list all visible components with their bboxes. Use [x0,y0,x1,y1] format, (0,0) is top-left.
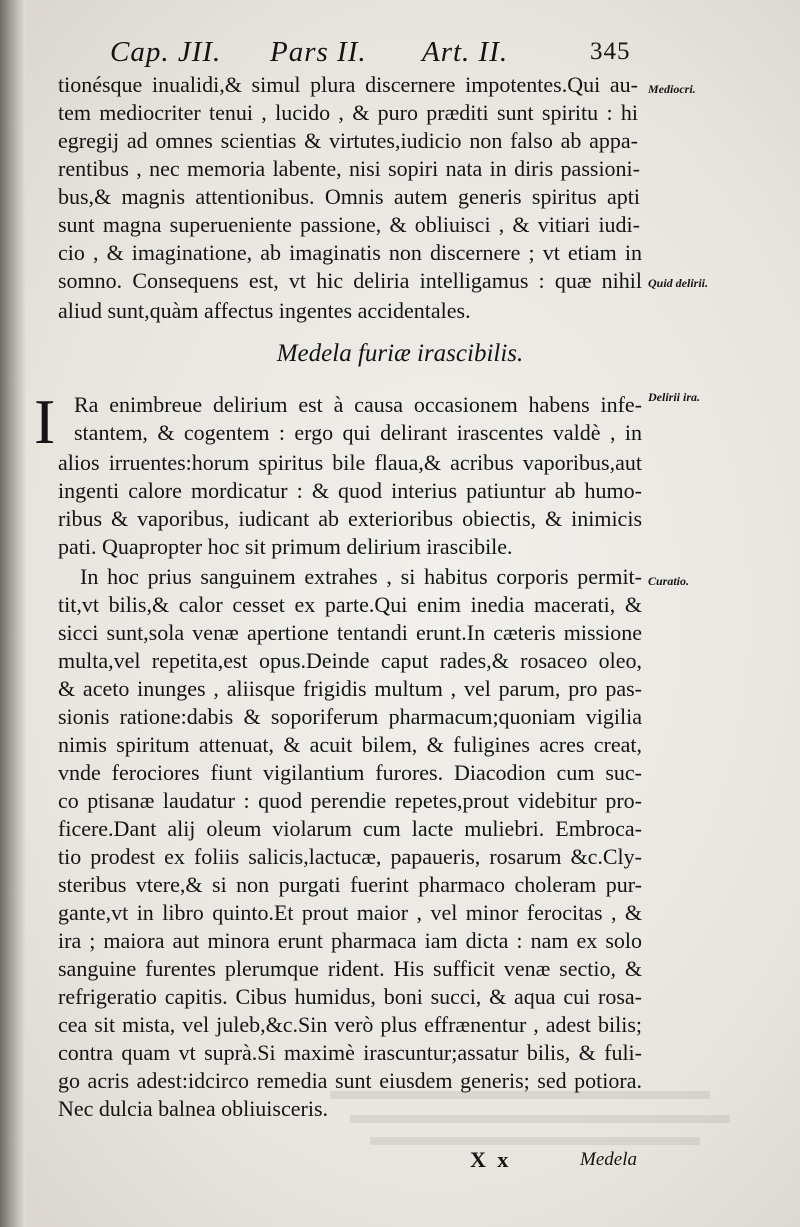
text-line: sanguine furentes plerumque rident. His sufficit venæ sectio, & [58,956,642,981]
text-line: vnde ferociores fiunt vigilantium furores. Diacodion cum suc- [58,760,642,785]
margin-note-quid-delirium: Quid delirii. [648,276,709,290]
text-line: In hoc prius sanguinem extrahes , si habitus corporis permit- [80,564,642,589]
text-line: gante,vt in libro quinto.Et prout maior , vel minor ferocitas , & [58,900,642,925]
header-article: Art. II. [422,36,509,68]
bleed-lines [310,1085,730,1145]
text-line: bus,& magnis attentionibus. Omnis autem generis spiritus apti [58,184,640,209]
section-title: Medela furiæ irascibilis. [276,340,524,367]
text-line: egregij ad omnes scientias & virtutes,iudicio non falso ab appa- [58,128,638,153]
text-line: & aceto inunges , aliisque frigidis multum , vel parum, pro pas- [58,676,642,701]
text-line: somno. Consequens est, vt hic deliria intelligamus : quæ nihil [58,268,642,293]
text-line: steribus vtere,& si non purgati fuerint pharmaco choleram pur- [58,872,642,897]
text-line: contra quam vt suprà.Si maximè irascuntur;assatur bilis, & fuli- [58,1040,642,1065]
text-line: sicci sunt,sola venæ apertione tentandi erunt.In cæteris missione [58,620,642,645]
text-line: Ra enimbreue delirium est à causa occasionem habens infe- [74,392,642,417]
text-line: cio , & imaginatione, ab imaginatis non discernere ; vt etiam in [58,240,642,265]
text-line: sionis ratione:dabis & soporiferum pharmacum;quoniam vigilia [58,704,642,729]
margin-note-curatio: Curatio. [648,574,690,588]
text-line: rentibus , nec memoria labente, nisi sopiri nata in diris passioni- [58,156,640,181]
text-line: sunt magna superueniente passione, & obliuisci , & vitiari iudi- [58,212,640,237]
text-line: ribus & vaporibus, iudicant ab exterioribus obiectis, & inimicis [58,506,642,531]
margin-note-delirium-ira: Delirii ira. [648,390,701,404]
signature-mark: X x [470,1147,512,1172]
text-line: Nec dulcia balnea obliuisceris. [58,1096,329,1121]
drop-capital: I [34,386,56,457]
text-line: ira ; maiora aut minora erunt pharmaca iam dicta : nam ex solo [58,928,642,953]
text-line: multa,vel repetita,est opus.Deinde caput rades,& rosaceo oleo, [58,648,642,673]
page-footer [0,1147,800,1177]
header-chapter: Cap. JII. [110,36,222,68]
text-line: nimis spiritum attenuat, & acuit bilem, & fuligines acres creat, [58,732,642,757]
text-line: tem mediocriter tenui , lucido , & puro præditi sunt spiritu : hi [58,100,638,125]
text-line: aliud sunt,quàm affectus ingentes accidentales. [58,298,471,323]
text-line: ingenti calore mordicatur : & quod interius patiuntur ab humo- [58,478,642,503]
text-line: pati. Quapropter hoc sit primum delirium irascibile. [58,534,513,559]
text-line: cea sit mista, vel juleb,&c.Sin verò plus effrænentur , adest bilis; [58,1012,642,1037]
show-through-texture [310,1085,730,1145]
text-line: alios irruentes:horum spiritus bile flaua,& acribus vaporibus,aut [58,450,642,475]
header-pars: Pars II. [270,36,367,68]
text-line: refrigeratio capitis. Cibus humidus, boni succi, & aqua cui rosa- [58,984,642,1009]
text-line: co ptisanæ laudatur : quod perendie repetes,prout videbitur pro- [58,788,642,813]
text-line: tio prodest ex foliis salicis,lactucæ, papaueris, rosarum &c.Cly- [58,844,642,869]
running-header [110,36,670,76]
catchword: Medela [580,1149,637,1170]
text-line: stantem, & cogentem : ergo qui delirant irascentes valdè , in [74,420,642,445]
margin-note-mediocri: Mediocri. [648,82,696,96]
text-line: tionésque inualidi,& simul plura discernere impotentes.Qui au- [58,72,638,97]
text-line: ficere.Dant alij oleum violarum cum lacte muliebri. Embroca- [58,816,642,841]
binding-gutter [0,0,26,1227]
text-line: go acris adest:idcirco remedia sunt eiusdem generis; sed potiora. [58,1068,642,1093]
page-number: 345 [590,38,631,65]
text-line: tit,vt bilis,& calor cesset ex parte.Qui enim inedia macerati, & [58,592,642,617]
